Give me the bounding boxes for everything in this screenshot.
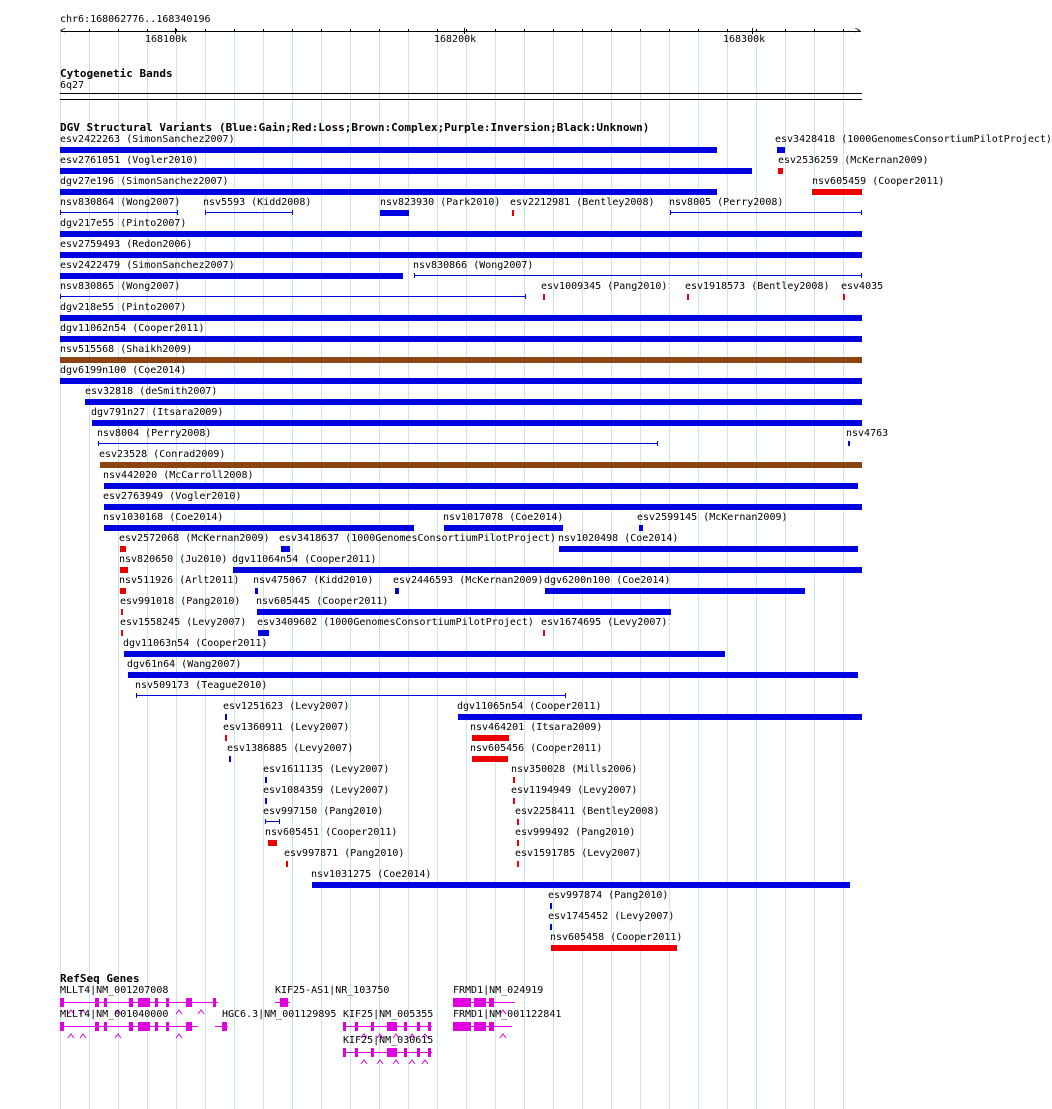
feature-label[interactable]: nsv511926 (Arlt2011) <box>119 575 240 586</box>
gene-label[interactable]: FRMD1|NM_024919 <box>453 985 544 996</box>
ruler-minor-tick <box>234 29 235 32</box>
ruler-minor-tick <box>814 29 815 32</box>
chevron-icon <box>422 1060 428 1065</box>
feature-bar[interactable] <box>551 945 677 951</box>
feature-bar[interactable] <box>777 147 785 153</box>
feature-bar[interactable] <box>92 420 862 426</box>
ruler-minor-tick <box>147 29 148 32</box>
gene-strand-chevron <box>422 1024 428 1029</box>
feature-label[interactable]: esv1558245 (Levy2007) <box>120 617 247 628</box>
feature-bar[interactable] <box>458 714 862 720</box>
feature-line[interactable] <box>60 296 526 297</box>
ruler-minor-tick <box>582 29 583 32</box>
feature-bar[interactable] <box>812 189 862 195</box>
gene-label[interactable]: MLLT4|NM_001207008 <box>60 985 169 996</box>
feature-end-tick <box>861 273 862 278</box>
feature-label[interactable]: nsv605445 (Cooper2011) <box>256 596 389 607</box>
feature-bar[interactable] <box>233 567 862 573</box>
gene-strand-chevron <box>393 1024 399 1029</box>
feature-label[interactable]: esv3409602 (1000GenomesConsortiumPilotProject) <box>257 617 534 628</box>
gene-strand-chevron <box>409 1024 415 1029</box>
gene-strand-chevron <box>361 1050 367 1055</box>
ruler-minor-tick <box>118 29 119 32</box>
feature-bar[interactable] <box>639 525 643 531</box>
ruler-left-arrow: < <box>60 26 66 36</box>
ruler-minor-tick <box>640 29 641 32</box>
gene-exon[interactable] <box>417 1048 420 1057</box>
gene-label[interactable]: KIF25|NM_030615 <box>343 1035 434 1046</box>
ruler-minor-tick <box>727 29 728 32</box>
feature-label[interactable]: nsv475067 (Kidd2010) <box>253 575 374 586</box>
feature-label[interactable]: esv2446593 (McKernan2009) <box>393 575 544 586</box>
feature-end-tick <box>205 210 206 215</box>
feature-bar[interactable] <box>255 588 258 594</box>
ruler-minor-tick <box>843 29 844 32</box>
feature-bar[interactable] <box>60 357 862 363</box>
feature-label[interactable]: nsv4763 <box>846 428 889 439</box>
feature-bar[interactable] <box>60 252 862 258</box>
gene-exon[interactable] <box>371 1048 374 1057</box>
gene-exon[interactable] <box>404 1022 407 1031</box>
feature-bar[interactable] <box>258 630 269 636</box>
feature-label[interactable]: dgv791n27 (Itsara2009) <box>91 407 224 418</box>
feature-bar[interactable] <box>444 525 563 531</box>
feature-bar[interactable] <box>312 882 850 888</box>
ruler-minor-tick <box>553 29 554 32</box>
feature-bar[interactable] <box>265 798 267 804</box>
gene-strand-chevron <box>377 1050 383 1055</box>
gene-exon[interactable] <box>343 1022 346 1031</box>
feature-label[interactable]: nsv350028 (Mills2006) <box>511 764 638 775</box>
gene-exon[interactable] <box>104 998 107 1007</box>
gene-exon[interactable] <box>104 1022 107 1031</box>
feature-bar[interactable] <box>550 903 552 909</box>
gene-exon[interactable] <box>60 998 64 1007</box>
feature-line[interactable] <box>60 212 178 213</box>
feature-bar[interactable] <box>265 777 267 783</box>
feature-label[interactable]: esv997871 (Pang2010) <box>284 848 405 859</box>
gene-exon[interactable] <box>222 1022 227 1031</box>
feature-bar[interactable] <box>543 630 545 636</box>
feature-label[interactable]: esv2422479 (SimonSanchez2007) <box>60 260 235 271</box>
feature-end-tick <box>525 294 526 299</box>
gene-strand-chevron <box>176 1000 182 1005</box>
gene-exon[interactable] <box>186 998 192 1007</box>
gene-exon[interactable] <box>186 1022 192 1031</box>
cyto-band-label[interactable]: 6q27 <box>60 80 85 91</box>
ruler-minor-tick <box>89 29 90 32</box>
feature-label[interactable]: esv2599145 (McKernan2009) <box>637 512 788 523</box>
feature-label[interactable]: esv1360911 (Levy2007) <box>223 722 350 733</box>
feature-label[interactable]: esv1009345 (Pang2010) <box>541 281 668 292</box>
feature-bar[interactable] <box>517 861 519 867</box>
feature-bar[interactable] <box>687 294 689 300</box>
gene-exon[interactable] <box>213 998 216 1007</box>
feature-label[interactable]: dgv11062n54 (Cooper2011) <box>60 323 205 334</box>
feature-label[interactable]: nsv464201 (Itsara2009) <box>470 722 603 733</box>
ruler-minor-tick <box>611 29 612 32</box>
feature-end-tick <box>136 693 137 698</box>
feature-label[interactable]: esv4035 <box>841 281 884 292</box>
gene-exon[interactable] <box>453 998 471 1007</box>
feature-label[interactable]: dgv11064n54 (Cooper2011) <box>232 554 377 565</box>
gene-strand-chevron <box>80 1024 86 1029</box>
feature-label[interactable]: esv3418637 (1000GenomesConsortiumPilotProject) <box>279 533 556 544</box>
feature-bar[interactable] <box>104 504 862 510</box>
feature-label[interactable]: esv1591785 (Levy2007) <box>515 848 642 859</box>
gene-exon[interactable] <box>371 1022 374 1031</box>
ruler-minor-tick <box>669 29 670 32</box>
feature-label[interactable]: dgv11065n54 (Cooper2011) <box>457 701 602 712</box>
refseq-track-title[interactable]: RefSeq Genes <box>60 972 140 985</box>
ruler-tick-label: 168300k <box>723 34 766 45</box>
feature-bar[interactable] <box>268 840 277 846</box>
feature-label[interactable]: esv1194949 (Levy2007) <box>511 785 638 796</box>
feature-label[interactable]: nsv605458 (Cooper2011) <box>550 932 683 943</box>
ruler-minor-tick <box>379 29 380 32</box>
gene-exon[interactable] <box>138 998 150 1007</box>
feature-end-tick <box>265 819 266 824</box>
feature-bar[interactable] <box>380 210 409 216</box>
feature-label[interactable]: nsv605456 (Cooper2011) <box>470 743 603 754</box>
gene-exon[interactable] <box>474 1022 486 1031</box>
ruler-minor-tick <box>321 29 322 32</box>
chevron-icon <box>198 1010 204 1015</box>
gene-exon[interactable] <box>489 1022 494 1031</box>
gene-exon[interactable] <box>95 1022 99 1031</box>
gene-strand-chevron <box>500 1024 506 1029</box>
ruler-minor-tick <box>263 29 264 32</box>
feature-label[interactable]: nsv1020498 (Coe2014) <box>558 533 679 544</box>
gene-strand-chevron <box>377 1024 383 1029</box>
feature-bar[interactable] <box>120 588 126 594</box>
gene-exon[interactable] <box>489 998 494 1007</box>
feature-label[interactable]: nsv823930 (Park2010) <box>380 197 501 208</box>
feature-label[interactable]: dgv218e55 (Pinto2007) <box>60 302 187 313</box>
gene-exon[interactable] <box>129 1022 133 1031</box>
gene-exon[interactable] <box>155 1022 158 1031</box>
feature-label[interactable]: dgv27e196 (SimonSanchez2007) <box>60 176 229 187</box>
gene-label[interactable]: HGC6.3|NM_001129895 <box>222 1009 337 1020</box>
gene-label[interactable]: FRMD1|NM_001122841 <box>453 1009 562 1020</box>
ruler-minor-tick <box>350 29 351 32</box>
feature-end-tick <box>279 819 280 824</box>
ruler-minor-tick <box>698 29 699 32</box>
feature-bar[interactable] <box>60 378 862 384</box>
feature-line[interactable] <box>136 695 566 696</box>
feature-label[interactable]: esv1386885 (Levy2007) <box>227 743 354 754</box>
feature-end-tick <box>565 693 566 698</box>
feature-label[interactable]: dgv217e55 (Pinto2007) <box>60 218 187 229</box>
feature-line[interactable] <box>414 275 862 276</box>
feature-end-tick <box>670 210 671 215</box>
ruler-tick-label: 168100k <box>145 34 188 45</box>
feature-label[interactable]: esv991018 (Pang2010) <box>120 596 241 607</box>
feature-bar[interactable] <box>120 546 126 552</box>
gene-exon[interactable] <box>404 1048 407 1057</box>
gene-strand-chevron <box>361 1024 367 1029</box>
gene-exon[interactable] <box>95 998 99 1007</box>
ruler-tick-label: 168200k <box>434 34 477 45</box>
feature-label[interactable]: dgv6199n100 (Coe2014) <box>60 365 187 376</box>
feature-end-tick <box>849 441 850 446</box>
feature-label[interactable]: esv1674695 (Levy2007) <box>541 617 668 628</box>
gene-exon[interactable] <box>129 998 133 1007</box>
feature-label[interactable]: esv2422263 (SimonSanchez2007) <box>60 134 235 145</box>
feature-bar[interactable] <box>60 315 862 321</box>
feature-end-tick <box>177 210 178 215</box>
feature-label[interactable]: nsv830866 (Wong2007) <box>413 260 534 271</box>
chevron-icon <box>80 1034 86 1039</box>
feature-bar[interactable] <box>225 735 227 741</box>
feature-label[interactable]: dgv61n64 (Wang2007) <box>127 659 242 670</box>
feature-bar[interactable] <box>513 798 515 804</box>
gene-strand-chevron <box>68 1000 74 1005</box>
gene-exon[interactable] <box>453 1022 471 1031</box>
dgv-track-title[interactable]: DGV Structural Variants (Blue:Gain;Red:Loss;Brown:Complex;Purple:Inversion;Black:Unknown) <box>60 121 650 134</box>
feature-label[interactable]: esv1251623 (Levy2007) <box>223 701 350 712</box>
ruler-minor-tick <box>756 29 757 32</box>
feature-label[interactable]: nsv820650 (Ju2010) <box>119 554 228 565</box>
gene-exon[interactable] <box>166 1022 169 1031</box>
feature-bar[interactable] <box>513 777 515 783</box>
gene-exon[interactable] <box>428 1048 431 1057</box>
gene-strand-chevron <box>80 1000 86 1005</box>
gene-strand-chevron <box>115 1000 121 1005</box>
ruler-range: chr6:168062776..168340196 <box>60 14 211 25</box>
feature-end-tick <box>657 441 658 446</box>
gene-exon[interactable] <box>166 998 169 1007</box>
feature-bar[interactable] <box>121 630 123 636</box>
feature-label[interactable]: esv997874 (Pang2010) <box>548 890 669 901</box>
feature-line[interactable] <box>670 212 862 213</box>
ruler-minor-tick <box>524 29 525 32</box>
feature-bar[interactable] <box>286 861 288 867</box>
feature-label[interactable]: esv23528 (Conrad2009) <box>99 449 226 460</box>
feature-label[interactable]: esv1745452 (Levy2007) <box>548 911 675 922</box>
feature-bar[interactable] <box>60 189 717 195</box>
gene-strand-chevron <box>176 1024 182 1029</box>
feature-label[interactable]: nsv5593 (Kidd2008) <box>203 197 312 208</box>
gene-strand-chevron <box>500 1000 506 1005</box>
feature-label[interactable]: esv3428418 (1000GenomesConsortiumPilotProject) <box>775 134 1052 145</box>
feature-bar[interactable] <box>543 294 545 300</box>
feature-bar[interactable] <box>60 147 717 153</box>
feature-label[interactable]: esv2759493 (Redon2006) <box>60 239 193 250</box>
ruler-minor-tick <box>495 29 496 32</box>
feature-label[interactable]: nsv830865 (Wong2007) <box>60 281 181 292</box>
feature-end-tick <box>60 294 61 299</box>
ruler-minor-tick <box>292 29 293 32</box>
feature-bar[interactable] <box>545 588 805 594</box>
gene-strand-chevron <box>393 1050 399 1055</box>
feature-label[interactable]: esv2572068 (McKernan2009) <box>119 533 270 544</box>
feature-bar[interactable] <box>472 735 509 741</box>
feature-bar[interactable] <box>120 567 128 573</box>
feature-label[interactable]: esv2258411 (Bentley2008) <box>515 806 660 817</box>
chevron-icon <box>377 1060 383 1065</box>
feature-label[interactable]: esv997150 (Pang2010) <box>263 806 384 817</box>
feature-label[interactable]: nsv8004 (Perry2008) <box>97 428 212 439</box>
feature-bar[interactable] <box>104 525 414 531</box>
gene-exon[interactable] <box>474 998 486 1007</box>
gene-exon[interactable] <box>343 1048 346 1057</box>
gene-strand-chevron <box>68 1024 74 1029</box>
feature-label[interactable]: nsv830864 (Wong2007) <box>60 197 181 208</box>
feature-label[interactable]: esv2763949 (Vogler2010) <box>103 491 242 502</box>
feature-label[interactable]: nsv1031275 (Coe2014) <box>311 869 432 880</box>
feature-bar[interactable] <box>843 294 845 300</box>
feature-bar[interactable] <box>517 840 519 846</box>
gene-label[interactable]: KIF25|NM_005355 <box>343 1009 434 1020</box>
chevron-icon <box>393 1060 399 1065</box>
feature-line[interactable] <box>265 821 280 822</box>
feature-bar[interactable] <box>128 672 858 678</box>
ruler-minor-tick <box>785 29 786 32</box>
feature-label[interactable]: esv1918573 (Bentley2008) <box>685 281 830 292</box>
feature-bar[interactable] <box>472 756 508 762</box>
gene-exon[interactable] <box>155 998 158 1007</box>
gene-label[interactable]: MLLT4|NM_001040000 <box>60 1009 169 1020</box>
feature-bar[interactable] <box>550 924 552 930</box>
feature-bar[interactable] <box>517 819 519 825</box>
cyto-band-line[interactable] <box>60 93 862 94</box>
feature-bar[interactable] <box>559 546 858 552</box>
feature-bar[interactable] <box>257 609 671 615</box>
feature-label[interactable]: esv2212981 (Bentley2008) <box>510 197 655 208</box>
ruler-minor-tick <box>408 29 409 32</box>
feature-label[interactable]: nsv8005 (Perry2008) <box>669 197 784 208</box>
feature-line[interactable] <box>205 212 293 213</box>
feature-bar[interactable] <box>104 483 858 489</box>
feature-label[interactable]: nsv605459 (Cooper2011) <box>812 176 945 187</box>
feature-label[interactable]: esv32818 (deSmith2007) <box>85 386 218 397</box>
gene-exon[interactable] <box>355 1048 358 1057</box>
ruler-minor-tick <box>466 29 467 32</box>
feature-bar[interactable] <box>512 210 514 216</box>
feature-bar[interactable] <box>60 336 862 342</box>
chevron-icon <box>68 1034 74 1039</box>
feature-bar[interactable] <box>229 756 231 762</box>
feature-label[interactable]: dgv6200n100 (Coe2014) <box>544 575 671 586</box>
chevron-icon <box>500 1034 506 1039</box>
gene-exon[interactable] <box>417 1022 420 1031</box>
cyto-track-title[interactable]: Cytogenetic Bands <box>60 67 173 80</box>
chevron-icon <box>176 1010 182 1015</box>
feature-end-tick <box>414 273 415 278</box>
gene-exon[interactable] <box>428 1022 431 1031</box>
cyto-band-line[interactable] <box>60 99 862 100</box>
feature-label[interactable]: dgv11063n54 (Cooper2011) <box>123 638 268 649</box>
feature-end-tick <box>98 441 99 446</box>
chevron-icon <box>176 1034 182 1039</box>
ruler-axis <box>61 31 861 32</box>
chevron-icon <box>409 1060 415 1065</box>
feature-label[interactable]: nsv515568 (Shaikh2009) <box>60 344 193 355</box>
gene-exon[interactable] <box>60 1022 64 1031</box>
feature-label[interactable]: nsv1017078 (Coe2014) <box>443 512 564 523</box>
feature-bar[interactable] <box>60 273 403 279</box>
ruler-minor-tick <box>205 29 206 32</box>
feature-bar[interactable] <box>778 168 783 174</box>
feature-bar[interactable] <box>60 168 752 174</box>
feature-end-tick <box>292 210 293 215</box>
feature-bar[interactable] <box>124 651 725 657</box>
gene-strand-chevron <box>198 1000 204 1005</box>
feature-label[interactable]: nsv442020 (McCarroll2008) <box>103 470 254 481</box>
feature-bar[interactable] <box>100 462 862 468</box>
feature-label[interactable]: esv1611135 (Levy2007) <box>263 764 390 775</box>
chevron-icon <box>115 1034 121 1039</box>
feature-label[interactable]: esv2761051 (Vogler2010) <box>60 155 199 166</box>
feature-label[interactable]: esv2536259 (McKernan2009) <box>778 155 929 166</box>
feature-label[interactable]: nsv605451 (Cooper2011) <box>265 827 398 838</box>
ruler-right-arrow: > <box>855 26 861 36</box>
feature-label[interactable]: nsv1030168 (Coe2014) <box>103 512 224 523</box>
gene-strand-chevron <box>409 1050 415 1055</box>
feature-label[interactable]: nsv509173 (Teague2010) <box>135 680 268 691</box>
feature-end-tick <box>60 210 61 215</box>
feature-bar[interactable] <box>121 609 123 615</box>
chevron-icon <box>361 1060 367 1065</box>
gene-exon[interactable] <box>280 998 288 1007</box>
feature-end-tick <box>861 210 862 215</box>
feature-line[interactable] <box>98 443 658 444</box>
feature-bar[interactable] <box>60 231 862 237</box>
feature-label[interactable]: esv999492 (Pang2010) <box>515 827 636 838</box>
feature-bar[interactable] <box>395 588 399 594</box>
gene-exon[interactable] <box>355 1022 358 1031</box>
gene-strand-chevron <box>115 1024 121 1029</box>
ruler-minor-tick <box>437 29 438 32</box>
gene-exon[interactable] <box>138 1022 150 1031</box>
gene-label[interactable]: KIF25-AS1|NR_103750 <box>275 985 390 996</box>
feature-label[interactable]: esv1084359 (Levy2007) <box>263 785 390 796</box>
feature-bar[interactable] <box>225 714 227 720</box>
feature-bar[interactable] <box>281 546 290 552</box>
ruler-minor-tick <box>176 29 177 32</box>
feature-bar[interactable] <box>85 399 862 405</box>
gene-strand-chevron <box>422 1050 428 1055</box>
